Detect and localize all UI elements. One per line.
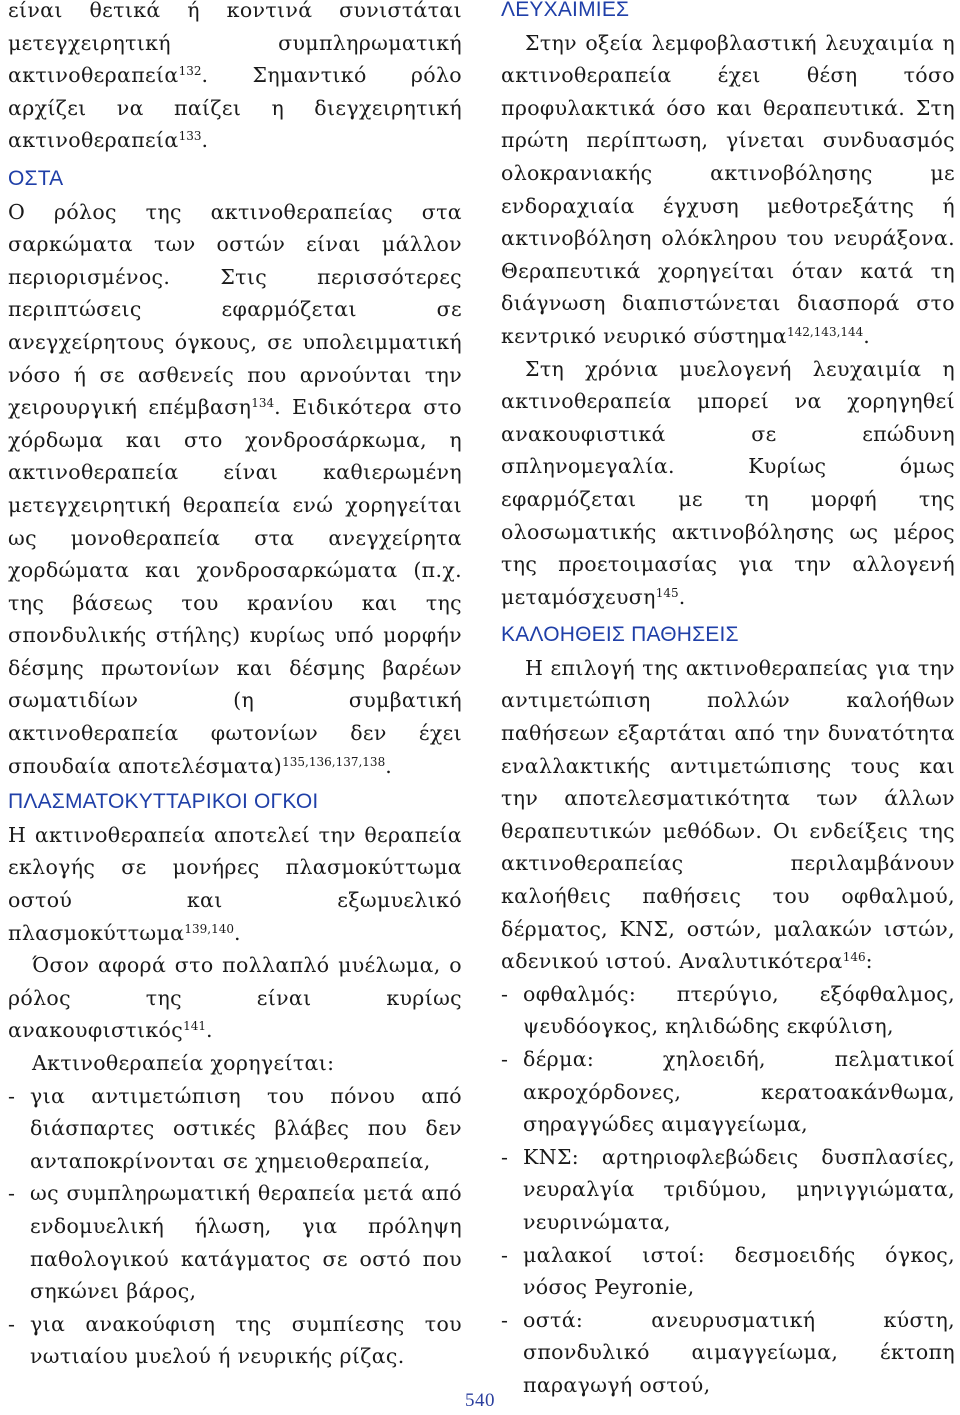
left-column xyxy=(8,0,462,1373)
paragraph-text: Στη χρόνια μυελογενή λευχαιμία η ακτινοθεραπεία μπορεί να χορηγηθεί ανακουφιστικά σε επώδυνη σπληνομεγαλία. Κυρίως όμως εφαρμόζεται με τη μορφή της ολοσωματικής ακτινοβόλησης ως μέρος της προετοιμασίας για την αλλογενή μεταμόσχευση xyxy=(501,356,955,609)
leukemias-paragraph-2 xyxy=(501,353,955,614)
plasmacytoma-paragraph-2 xyxy=(8,949,462,1047)
paragraph-text: Η ακτινοθεραπεία αποτελεί την θεραπεία εκλογής σε μονήρες πλασμοκύττωμα οστού και εξωμυελικό πλασμοκύττωμα xyxy=(8,822,462,945)
paragraph-text: . xyxy=(863,323,871,348)
citation-ref: 139,140 xyxy=(184,921,234,936)
benign-list xyxy=(501,978,955,1402)
citation-ref: 132 xyxy=(178,64,202,79)
section-heading-plasmacytoma: ΠΛΑΣΜΑΤΟΚΥΤΤΑΡΙΚΟΙ ΟΓΚΟΙ xyxy=(8,790,319,814)
citation-ref: 135,136,137,138 xyxy=(282,754,386,769)
paragraph-text: . Σημαντικό ρόλο αρχίζει να παίζει η διεγχειρητική ακτινοθεραπεία xyxy=(8,63,462,153)
paragraph-text: . xyxy=(205,1018,213,1043)
paragraph-text: Στην οξεία λεμφοβλαστική λευχαιμία η ακτινοθεραπεία έχει θέση τόσο προφυλακτικά όσο και θεραπευτικά. Στη πρώτη περίπτωση, γίνεται συνδυασμός ολοκρανιακής ακτινοβόλησης με ενδοραχιαία έγχυση μεθοτρεξάτης ή ακτινοβόληση ολόκληρου του νευράξονα. Θεραπευτικά χορηγείται όταν κατά τη διάγνωση διαπιστώνεται διασπορά στο κεντρικό νευρικό σύστημα xyxy=(501,30,955,348)
paragraph-text: : xyxy=(865,949,873,974)
plasmacytoma-list xyxy=(8,1080,462,1373)
paragraph-text: είναι θετικά ή κοντινά συνιστάται μετεγχειρητική συμπληρωματική ακτινοθεραπεία xyxy=(8,0,462,88)
paragraph-text: Όσον αφορά στο πολλαπλό μυέλωμα, ο ρόλος της είναι κυρίως ανακουφιστικός xyxy=(8,953,462,1043)
paragraph-text: . xyxy=(385,753,393,778)
list-item: - δέρμα: χηλοειδή, πελματικοί ακροχόρδονες, κερατοακάνθωμα, σηραγγώδες αιμαγγείωμα, xyxy=(501,1043,955,1141)
bones-paragraph xyxy=(8,196,462,783)
citation-ref: 145 xyxy=(655,585,679,600)
plasmacytoma-paragraph-1 xyxy=(8,819,462,949)
leukemias-paragraph-1 xyxy=(501,27,955,353)
paragraph-text: . xyxy=(233,920,241,945)
paragraph-text: . Ειδικότερα στο χόρδωμα και στο χονδροσάρκωμα, η ακτινοθεραπεία είναι καθιερωμένη μετεγχειρητική θεραπεία ενώ χορηγείται ως μονοθεραπεία στα ανεγχείρητα χορδώματα και χονδροσαρκώματα (π.χ. της βάσεως του κρανίου και της σπονδυλικής στήλης) κυρίως υπό μορφήν δέσμης πρωτονίων και δέσμης βαρέων σωματιδίων (η συμβατική ακτινοθεραπεία φωτονίων δεν έχει σπουδαία αποτελέσματα) xyxy=(8,395,462,778)
page-number: 540 xyxy=(465,1390,495,1411)
list-item: - ΚΝΣ: αρτηριοφλεβώδεις δυσπλασίες, νευραλγία τριδύμου, μηνιγγιώματα, νευρινώματα, xyxy=(501,1141,955,1239)
section-heading-bones: ΟΣΤΑ xyxy=(8,166,64,190)
citation-ref: 134 xyxy=(251,396,275,411)
intro-paragraph xyxy=(8,0,462,157)
citation-ref: 141 xyxy=(183,1019,206,1034)
section-heading-leukemias: ΛΕΥΧΑΙΜΙΕΣ xyxy=(501,0,630,21)
citation-ref: 142,143,144 xyxy=(786,324,864,339)
paragraph-text: Ο ρόλος της ακτινοθεραπείας στα σαρκώματα των οστών είναι μάλλον περιορισμένος. Στις περισσότερες περιπτώσεις εφαρμόζεται σε ανεγχείρητους όγκους, σε υπολειμματική νόσο ή σε ασθενείς που αρνούνται την χειρουργική επέμβαση xyxy=(8,199,462,420)
list-item: - μαλακοί ιστοί: δεσμοειδής όγκος, νόσος Peyronie, xyxy=(501,1239,955,1304)
list-item: - για αντιμετώπιση του πόνου από διάσπαρτες οστικές βλάβες που δεν ανταποκρίνονται σε χημειοθεραπεία, xyxy=(8,1080,462,1178)
list-item: - για ανακούφιση της συμπίεσης του νωτιαίου μυελού ή νευρικής ρίζας. xyxy=(8,1308,462,1373)
paragraph-text: . xyxy=(201,128,209,153)
citation-ref: 133 xyxy=(178,129,202,144)
paragraph-text: Η επιλογή της ακτινοθεραπείας για την αντιμετώπιση πολλών καλοήθων παθήσεων εξαρτάται από την δυνατότητα εναλλακτικής αντιμετώπισης τους και την αποτελεσματικότητα των άλλων θεραπευτικών μεθόδων. Οι ενδείξεις της ακτινοθεραπείας περιλαμβάνουν καλοήθεις παθήσεις του οφθαλμού, δέρματος, ΚΝΣ, οστών, μαλακών ιστών, αδενικού ιστού. Αναλυτικότερα xyxy=(501,655,955,974)
right-column xyxy=(501,0,955,1402)
benign-paragraph-1 xyxy=(501,652,955,978)
list-item: - οφθαλμός: πτερύγιο, εξόφθαλμος, ψευδόογκος, κηλιδώδης εκφύλιση, xyxy=(501,978,955,1043)
list-item: - ως συμπληρωματική θεραπεία μετά από ενδομυελική ήλωση, για πρόληψη παθολογικού κατάγματος σε οστό που σηκώνει βάρος, xyxy=(8,1177,462,1307)
plasmacytoma-paragraph-3: Ακτινοθεραπεία χορηγείται: xyxy=(32,1051,335,1075)
citation-ref: 146 xyxy=(842,950,866,965)
list-item: - οστά: ανευρυσματική κύστη, σπονδυλικό αιμαγγείωμα, έκτοπη παραγωγή οστού, xyxy=(501,1304,955,1402)
paragraph-text: . xyxy=(678,584,686,609)
section-heading-benign: ΚΑΛΟΗΘΕΙΣ ΠΑΘΗΣΕΙΣ xyxy=(501,623,739,647)
